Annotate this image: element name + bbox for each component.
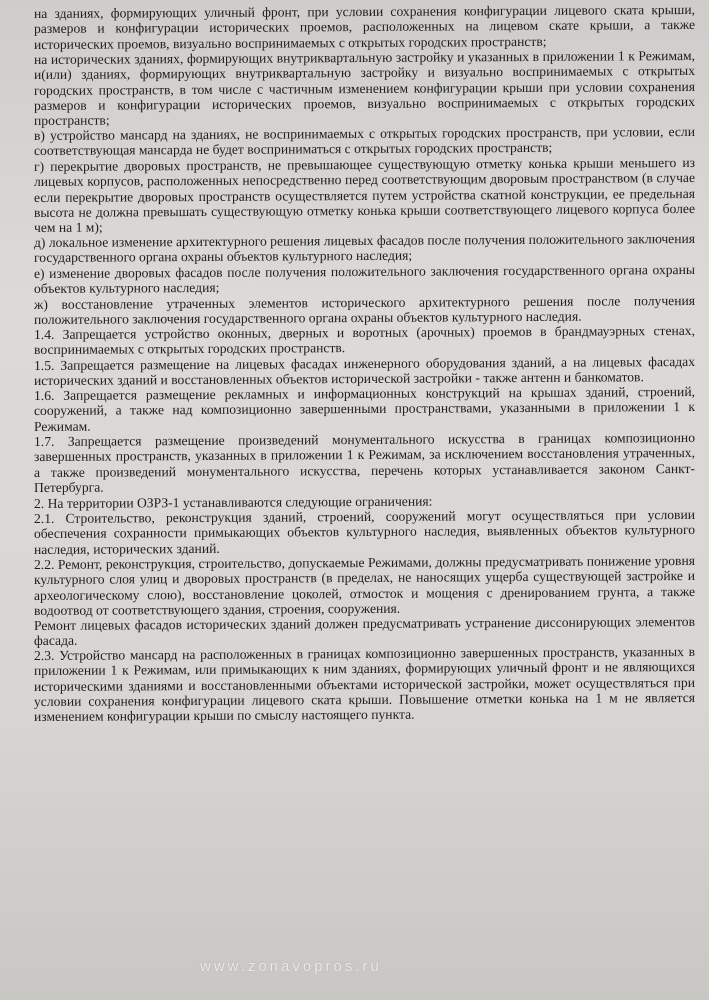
paragraph-1-6: 1.6. Запрещается размещение рекламных и информационных конструкций на крышах зданий, строений, сооружений, а также над композиционно завершенными пространствами, указанными в приложении 1 к Режимам. xyxy=(34,384,695,435)
paragraph-v-mansards: в) устройство мансард на зданиях, не воспринимаемых с открытых городских пространств, при условии, если соответствующая мансарда не будет восприниматься с открытых городских пространств; xyxy=(34,124,695,159)
paragraph-d-facade-change: д) локальное изменение архитектурного решения лицевых фасадов после получения положительного заключения государственного органа охраны объектов культурного наследия; xyxy=(34,231,695,266)
paragraph-intra-block-buildings: на исторических зданиях, формирующих внутриквартальную застройку и указанных в приложении 1 к Режимам, и(или) зданиях, формирующих внутриквартальную застройку и визуально воспринимаемых с открытых городских пространств, в том числе с частичным изменением конфигурации крыши при условии сохранения размеров и конфигурации исторических проемов, визуально воспринимаемых с открытых городских пространств; xyxy=(34,47,695,129)
paragraph-2-heading: 2. На территории ОЗРЗ-1 устанавливаются следующие ограничения: xyxy=(34,493,433,511)
paragraph-facade-repair: Ремонт лицевых фасадов исторических зданий должен предусматривать устранение диссонирующих элементов фасада. xyxy=(34,613,695,649)
watermark: www.zonavopros.ru xyxy=(200,958,382,975)
paragraph-e-courtyard-facades: е) изменение дворовых фасадов после получения положительного заключения государственного органа охраны объектов культурного наследия; xyxy=(34,262,695,297)
paragraph-g-courtyard-covering: г) перекрытие дворовых пространств, не превышающее существующую отметку конька крыши меньшего из лицевых корпусов, расположенных непосредственно перед соответствующим дворовым пространством (в случае если перекрытие дворовых пространств осуществляется путем устройства скатной конструкции, ее предельная высота не должна превышать существующую отметку конька крыши соответствующего лицевого корпуса более чем на 1 м); xyxy=(34,154,695,236)
paragraph-1-5: 1.5. Запрещается размещение на лицевых фасадах инженерного оборудования зданий, а на лицевых фасадах исторических зданий и восстановленных объектов исторической застройки - также антенн и банкоматов. xyxy=(34,353,695,389)
paragraph-1-7: 1.7. Запрещается размещение произведений монументального искусства в границах композиционно завершенных пространств, указанных в приложении 1 к Режимам, за исключением восстановления утраченных, а также произведений монументального искусства, перечень которых устанавливается законом Санкт-Петербурга. xyxy=(34,430,695,496)
paragraph-roof-slope-facade: на зданиях, формирующих уличный фронт, при условии сохранения конфигурации лицевого ската крыши, размеров и конфигурации исторических проемов, расположенных на лицевом скате крыши, а также исторических проемов, визуально воспринимаемых с открытых городских пространств; xyxy=(34,1,695,52)
paragraph-2-1: 2.1. Строительство, реконструкция зданий, строений, сооружений могут осуществляться при условии обеспечения сохранности примыкающих объектов культурного наследия, выявленных объектов культурного наследия, исторических зданий. xyxy=(34,506,695,557)
paragraph-zh-restoration: ж) восстановление утраченных элементов исторического архитектурного решения после получения положительного заключения государственного органа охраны объектов культурного наследия. xyxy=(34,292,695,327)
paragraph-2-3: 2.3. Устройство мансард на расположенных в границах композиционно завершенных пространств, указанных в приложении 1 к Режимам, или примыкающих к ним зданиях, формирующих уличный фронт и не являющихся историческими зданиями и восстановленными объектами исторической застройки, может осуществляться при условии сохранения конфигурации лицевого ската крыши. Повышение отметки конька на 1 м не является изменением конфигурации крыши по смыслу настоящего пункта. xyxy=(34,644,695,725)
paragraph-2-2: 2.2. Ремонт, реконструкция, строительство, допускаемые Режимами, должны предусматривать понижение уровня культурного слоя улиц и дворовых пространств (в пределах, не наносящих ущерба существующей застройке и археологическому слою), восстановление цоколей, отмосток и мощения с дренированием грунта, а также водоотвод от соответствующего здания, строения, сооружения. xyxy=(34,552,695,618)
paragraph-1-4: 1.4. Запрещается устройство оконных, дверных и воротных (арочных) проемов в брандмауэрных стенах, воспринимаемых с открытых городских пространств. xyxy=(34,323,695,358)
